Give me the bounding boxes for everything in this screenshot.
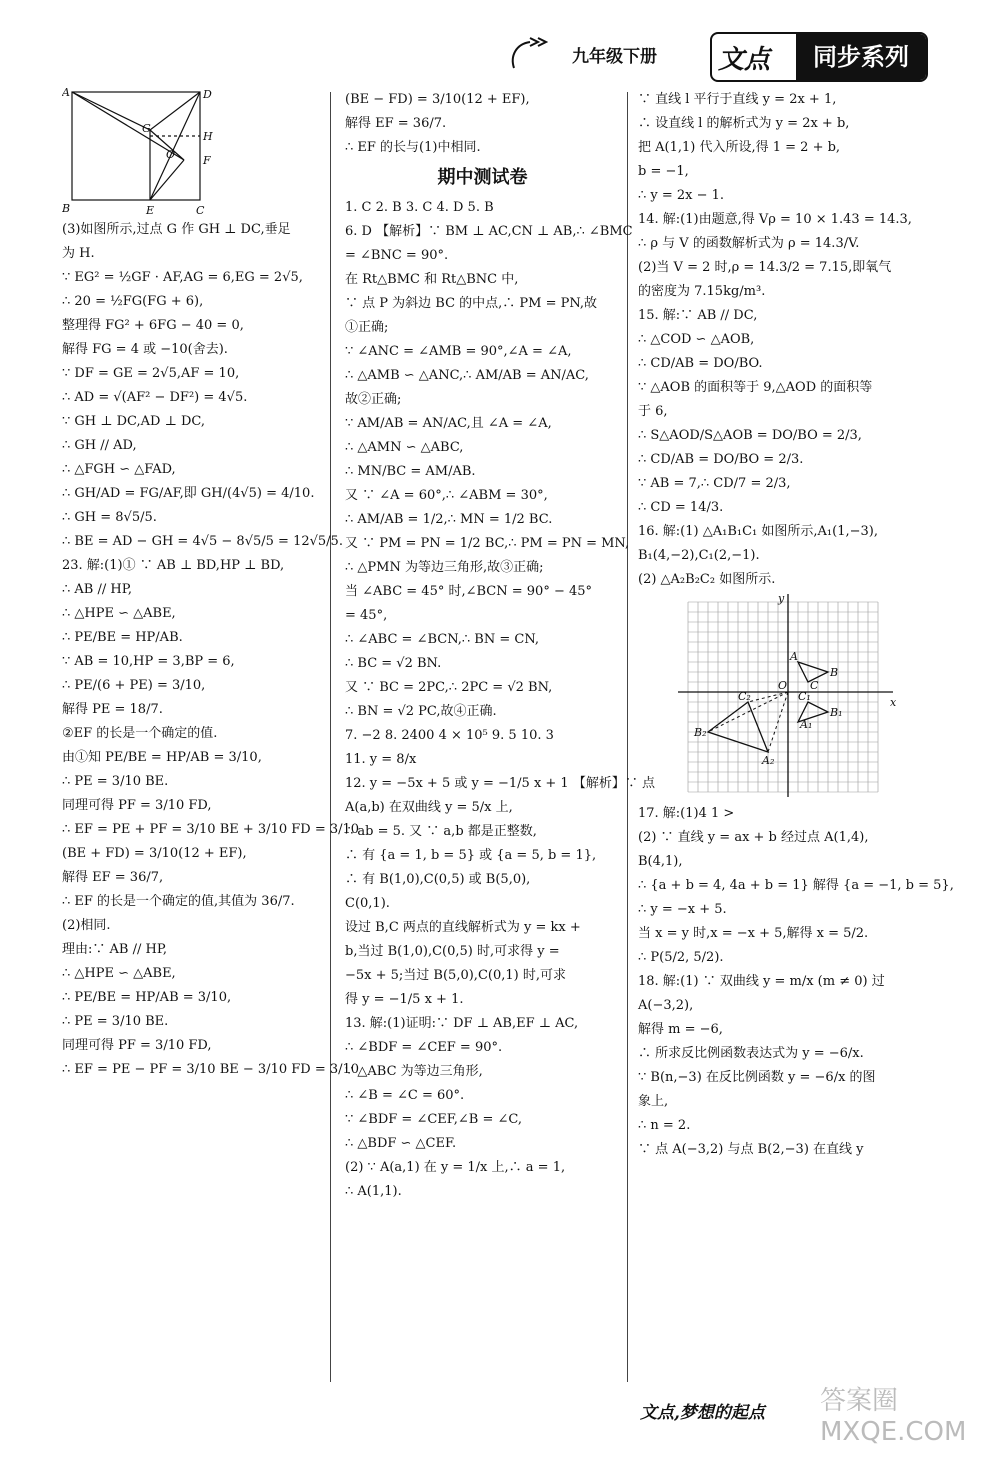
text-line: (2) ∵ A(a,1) 在 y = 1/x 上,∴ a = 1, [345, 1160, 566, 1175]
text-line: 14. 解:(1)由题意,得 Vρ = 10 × 1.43 = 14.3, [638, 212, 912, 227]
figure-label: H [203, 130, 213, 143]
text-line: ∴ △PMN 为等边三角形,故③正确; [345, 560, 544, 575]
text-line: ∴ CD/AB = DO/BO. [638, 356, 763, 371]
text-line: ∴ △HPE ∽ △ABE, [62, 606, 176, 621]
text-line: ∴ 有 B(1,0),C(0,5) 或 B(5,0), [345, 872, 531, 887]
text-line: 于 6, [638, 404, 668, 419]
text-line: 解得 PE = 18/7. [62, 702, 163, 717]
grid-label: B₁ [830, 706, 843, 719]
text-line: ∴ ∠B = ∠C = 60°. [345, 1088, 465, 1103]
text-line: ∵ EG² = ½GF · AF,AG = 6,EG = 2√5, [62, 270, 303, 285]
text-line: 设过 B,C 两点的直线解析式为 y = kx + [345, 920, 581, 935]
text-line: ∴ n = 2. [638, 1118, 691, 1133]
text-line: ∴ CD/AB = DO/BO = 2/3. [638, 452, 804, 467]
watermark: 答案圈 MXQE.COM [820, 1386, 967, 1447]
brand-badge [710, 32, 928, 82]
text-line: ∴ 有 {a = 1, b = 5} 或 {a = 5, b = 1}, [345, 848, 597, 863]
text-line: = ∠BNC = 90°. [345, 248, 449, 263]
figure-label: A [62, 88, 70, 99]
grid-label: x [890, 696, 897, 709]
text-line: 18. 解:(1) ∵ 双曲线 y = m/x (m ≠ 0) 过 [638, 974, 885, 989]
text-line: 17. 解:(1)4 1 > [638, 806, 735, 821]
text-line: 解得 m = −6, [638, 1022, 723, 1037]
series-label: 同步系列 [796, 34, 926, 80]
text-line: 把 A(1,1) 代入所设,得 1 = 2 + b, [638, 140, 841, 155]
text-line: 理由:∵ AB // HP, [62, 942, 168, 957]
text-line: ∵ △AOB 的面积等于 9,△AOD 的面积等 [638, 380, 873, 395]
figure-label: D [203, 88, 212, 101]
text-line: 又 ∵ PM = PN = 1/2 BC,∴ PM = PN = MN, [345, 536, 630, 551]
column-divider [330, 92, 331, 1382]
grid-label: B [830, 666, 839, 679]
text-line: (2)当 V = 2 时,ρ = 14.3/2 = 7.15,即氧气 [638, 260, 892, 275]
text-line: ②EF 的长是一个确定的值. [62, 726, 218, 741]
text-line: ∴ CD = 14/3. [638, 500, 724, 515]
text-line: 故②正确; [345, 392, 402, 407]
text-line: 由①知 PE/BE = HP/AB = 3/10, [62, 750, 262, 765]
text-line: 23. 解:(1)① ∵ AB ⊥ BD,HP ⊥ BD, [62, 558, 285, 573]
text-line: A(−3,2), [638, 998, 694, 1013]
text-line: 整理得 FG² + 6FG − 40 = 0, [62, 318, 244, 333]
grid-label: y [778, 592, 785, 605]
text-line: ∴ △COD ∽ △AOB, [638, 332, 755, 347]
figure-label: G [142, 122, 151, 135]
solution-text [62, 218, 360, 1082]
text-line: 6. D 【解析】∵ BM ⊥ AC,CN ⊥ AB,∴ ∠BMC [345, 224, 633, 239]
text-line: ∴ △HPE ∽ △ABE, [62, 966, 176, 981]
grid-label: A₁ [800, 718, 813, 731]
text-line: ∴ {a + b = 4, 4a + b = 1} 解得 {a = −1, b = 5}, [638, 878, 954, 893]
text-line: (BE − FD) = 3/10(12 + EF), [345, 92, 530, 107]
text-line: ∴ S△AOD/S△AOB = DO/BO = 2/3, [638, 428, 862, 443]
figure-label: E [146, 204, 155, 217]
text-line: (3)如图所示,过点 G 作 GH ⊥ DC,垂足 [62, 222, 291, 237]
text-line: ∴ PE/(6 + PE) = 3/10, [62, 678, 206, 693]
text-line: ∴ PE = 3/10 BE. [62, 774, 169, 789]
figure-label: B [62, 202, 71, 215]
text-line: = 45°, [345, 608, 388, 623]
text-line: 得 y = −1/5 x + 1. [345, 992, 464, 1007]
text-line: 解得 EF = 36/7. [345, 116, 447, 131]
text-line: 当 x = y 时,x = −x + 5,解得 x = 5/2. [638, 926, 869, 941]
coordinate-grid-figure [638, 592, 928, 802]
text-line: ∵ △ABC 为等边三角形, [345, 1064, 483, 1079]
text-line: 解得 EF = 36/7, [62, 870, 164, 885]
text-line: ∴ BN = √2 PC,故④正确. [345, 704, 497, 719]
grid-label: O [778, 679, 788, 692]
column-3 [638, 88, 954, 1162]
text-line: ∵ 点 A(−3,2) 与点 B(2,−3) 在直线 y [638, 1142, 864, 1157]
text-line: ∵ AM/AB = AN/AC,且 ∠A = ∠A, [345, 416, 552, 431]
text-line: ∵ ∠BDF = ∠CEF,∠B = ∠C, [345, 1112, 523, 1127]
text-line: ∴ MN/BC = AM/AB. [345, 464, 476, 479]
text-line: 象上, [638, 1094, 669, 1109]
text-line: ∴ EF = PE − PF = 3/10 BE − 3/10 FD = 3/10 [62, 1062, 360, 1077]
figure-label: O [166, 148, 176, 161]
text-line: ∴ PE/BE = HP/AB. [62, 630, 183, 645]
text-line: 又 ∵ BC = 2PC,∴ 2PC = √2 BN, [345, 680, 553, 695]
text-line: 解得 FG = 4 或 −10(舍去). [62, 342, 228, 357]
grid-label: A₂ [762, 754, 775, 767]
text-line: b,当过 B(1,0),C(0,5) 时,可求得 y = [345, 944, 560, 959]
grade-label: 九年级下册 [572, 47, 657, 67]
text-line: ∴ ρ 与 V 的函数解析式为 ρ = 14.3/V. [638, 236, 860, 251]
text-line: ∵ AB = 10,HP = 3,BP = 6, [62, 654, 235, 669]
text-line: ∴ y = 2x − 1. [638, 188, 725, 203]
figure-label: C [196, 204, 205, 217]
text-line: ∴ ab = 5. 又 ∵ a,b 都是正整数, [345, 824, 537, 839]
text-line: 11. y = 8/x [345, 752, 417, 767]
text-line: ∵ 点 P 为斜边 BC 的中点,∴ PM = PN,故 [345, 296, 598, 311]
text-line: ∴ △AMB ∽ △ANC,∴ AM/AB = AN/AC, [345, 368, 589, 383]
text-line: ∵ 直线 l 平行于直线 y = 2x + 1, [638, 92, 837, 107]
text-line: ∵ GH ⊥ DC,AD ⊥ DC, [62, 414, 205, 429]
text-line: 12. y = −5x + 5 或 y = −1/5 x + 1 【解析】∵ 点 [345, 776, 655, 791]
text-line: ∴ 设直线 l 的解析式为 y = 2x + b, [638, 116, 850, 131]
text-line: 同理可得 PF = 3/10 FD, [62, 1038, 212, 1053]
text-line: 的密度为 7.15kg/m³. [638, 284, 766, 299]
text-line: ∴ EF = PE + PF = 3/10 BE + 3/10 FD = 3/10 [62, 822, 360, 837]
text-line: 在 Rt△BMC 和 Rt△BNC 中, [345, 272, 519, 287]
text-line: ∴ △AMN ∽ △ABC, [345, 440, 464, 455]
column-1 [62, 88, 360, 1082]
footer-slogan: 文点,梦想的起点 [640, 1403, 765, 1423]
text-line: ∴ PE/BE = HP/AB = 3/10, [62, 990, 232, 1005]
text-line: ∴ P(5/2, 5/2). [638, 950, 724, 965]
text-line: b = −1, [638, 164, 689, 179]
arrow-icon [508, 34, 548, 74]
page-header [500, 28, 930, 88]
text-line: ∴ AD = √(AF² − DF²) = 4√5. [62, 390, 248, 405]
text-line: ∴ ∠BDF = ∠CEF = 90°. [345, 1040, 503, 1055]
text-line: ∴ PE = 3/10 BE. [62, 1014, 169, 1029]
text-line: ∵ AB = 7,∴ CD/7 = 2/3, [638, 476, 791, 491]
text-line: 为 H. [62, 246, 95, 261]
text-line: (2) ∵ 直线 y = ax + b 经过点 A(1,4), [638, 830, 869, 845]
text-line: C(0,1). [345, 896, 390, 911]
text-line: B₁(4,−2),C₁(2,−1). [638, 548, 760, 563]
text-line: ∴ GH = 8√5/5. [62, 510, 157, 525]
text-line: (2)相同. [62, 918, 111, 933]
text-line: ∴ △FGH ∽ △FAD, [62, 462, 176, 477]
text-line: ∴ A(1,1). [345, 1184, 402, 1199]
grid-label: B₂ [694, 726, 707, 739]
text-line: ∴ y = −x + 5. [638, 902, 727, 917]
text-line: ∴ EF 的长与(1)中相同. [345, 140, 481, 155]
text-line: ∴ AB // HP, [62, 582, 132, 597]
text-line: 7. −2 8. 2400 4 × 10⁵ 9. 5 10. 3 [345, 728, 554, 743]
text-line: ∴ 所求反比例函数表达式为 y = −6/x. [638, 1046, 864, 1061]
text-line: 15. 解:∵ AB // DC, [638, 308, 758, 323]
text-line: ∴ BE = AD − GH = 4√5 − 8√5/5 = 12√5/5. [62, 534, 343, 549]
text-line: 13. 解:(1)证明:∵ DF ⊥ AB,EF ⊥ AC, [345, 1016, 579, 1031]
text-line: B(4,1), [638, 854, 683, 869]
text-line: ∴ GH // AD, [62, 438, 137, 453]
text-line: 又 ∵ ∠A = 60°,∴ ∠ABM = 30°, [345, 488, 548, 503]
grid-label: C [810, 679, 819, 692]
text-line: ∴ GH/AD = FG/AF,即 GH/(4√5) = 4/10. [62, 486, 315, 501]
geometry-figure [62, 88, 262, 218]
text-line: −5x + 5;当过 B(5,0),C(0,1) 时,可求 [345, 968, 566, 983]
text-line: 16. 解:(1) △A₁B₁C₁ 如图所示,A₁(1,−3), [638, 524, 878, 539]
text-line: ∵ ∠ANC = ∠AMB = 90°,∠A = ∠A, [345, 344, 572, 359]
text-line: 当 ∠ABC = 45° 时,∠BCN = 90° − 45° [345, 584, 593, 599]
text-line: 1. C 2. B 3. C 4. D 5. B [345, 200, 494, 215]
text-line: 同理可得 PF = 3/10 FD, [62, 798, 212, 813]
text-line: ∴ BC = √2 BN. [345, 656, 442, 671]
text-line: ①正确; [345, 320, 389, 335]
text-line: (2) △A₂B₂C₂ 如图所示. [638, 572, 776, 587]
figure-label: F [203, 154, 211, 167]
grid-label: C₂ [738, 690, 751, 703]
text-line: ∵ B(n,−3) 在反比例函数 y = −6/x 的图 [638, 1070, 876, 1085]
column-divider [627, 92, 628, 1382]
section-title: 期中测试卷 [437, 167, 528, 188]
text-line: ∴ △BDF ∽ △CEF. [345, 1136, 457, 1151]
text-line: ∴ ∠ABC = ∠BCN,∴ BN = CN, [345, 632, 540, 647]
grid-label: C₁ [798, 690, 811, 703]
text-line: A(a,b) 在双曲线 y = 5/x 上, [345, 800, 513, 815]
text-line: ∴ AM/AB = 1/2,∴ MN = 1/2 BC. [345, 512, 553, 527]
grid-label: A [790, 650, 798, 663]
text-line: ∴ 20 = ½FG(FG + 6), [62, 294, 204, 309]
text-line: (BE + FD) = 3/10(12 + EF), [62, 846, 247, 861]
brand-logo: 文点 [718, 45, 771, 75]
text-line: ∵ DF = GE = 2√5,AF = 10, [62, 366, 240, 381]
text-line: ∴ EF 的长是一个确定的值,其值为 36/7. [62, 894, 295, 909]
